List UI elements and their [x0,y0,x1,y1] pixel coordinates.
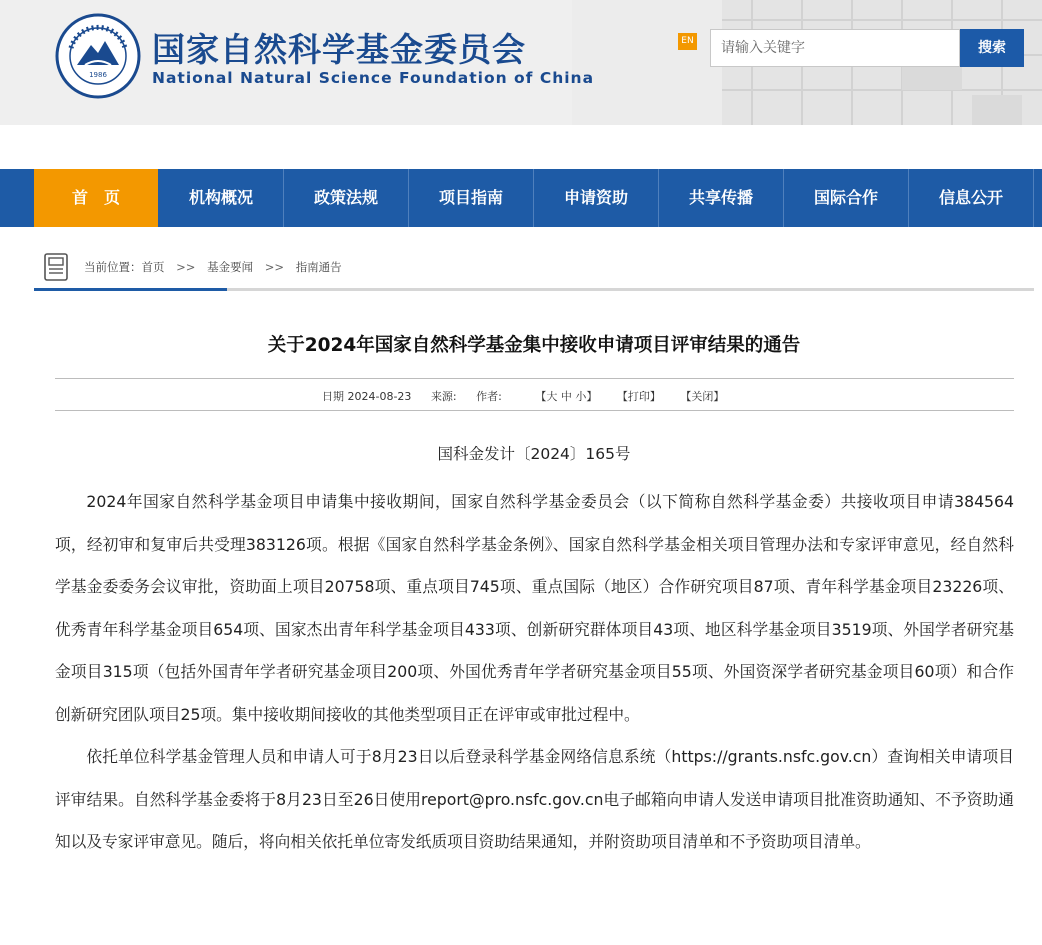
print-link[interactable]: 【打印】 [616,390,661,403]
breadcrumb-link-notices[interactable]: 指南通告 [295,260,342,274]
nav-item-about[interactable]: 机构概况 [159,169,284,227]
nav-item-guides[interactable]: 项目指南 [409,169,534,227]
english-version-button[interactable]: EN [678,33,697,50]
breadcrumb-link-news[interactable]: 基金要闻 [207,260,254,274]
article-meta-bar [55,378,1014,411]
svg-text:1986: 1986 [89,71,107,79]
nav-item-international[interactable]: 国际合作 [784,169,909,227]
site-title-chinese: 国家自然科学基金委员会 [152,30,526,69]
article-body [55,481,1014,864]
search-button[interactable]: 搜索 [960,29,1024,67]
nav-item-home[interactable]: 首 页 [34,169,158,227]
article-paragraph: 依托单位科学基金管理人员和申请人可于8月23日以后登录科学基金网络信息系统（https://grants.nsfc.gov.cn）查询相关申请项目评审结果。自然科学基金委将于8月23日至26日使用report@pro.nsfc.gov.cn电子邮箱向申请人发送申请项目批准资助通知、不予资助通知以及专家评审意见。随后，将向相关依托单位寄发纸质项目资助结果通知，并附资助项目清单和不予资助项目清单。 [55,747,1014,851]
close-link[interactable]: 【关闭】 [680,390,725,403]
article-date: 日期 2024-08-23 [322,390,412,403]
breadcrumb-link-home[interactable]: 首页 [141,260,165,274]
document-number: 国科金发计〔2024〕165号 [437,445,631,463]
breadcrumb-divider [34,288,1034,291]
article-title: 关于2024年国家自然科学基金集中接收申请项目评审结果的通告 [267,335,801,356]
nav-item-funding-application[interactable]: 申请资助 [534,169,659,227]
article-source: 来源: [430,390,457,403]
site-header [0,0,1042,125]
article-author: 作者: [476,390,502,403]
breadcrumb [34,250,1034,290]
breadcrumb-separator: >> [264,260,285,274]
nsfc-logo-seal[interactable] [55,13,141,99]
breadcrumb-separator: >> [176,260,196,274]
nav-item-policies[interactable]: 政策法规 [284,169,409,227]
breadcrumb-prefix: 当前位置： [84,260,142,274]
article-paragraph: 2024年国家自然科学基金项目申请集中接收期间，国家自然科学基金委员会（以下简称自然科学基金委）共接收项目申请384564项，经初审和复审后共受理383126项。根据《国家自然科学基金条例》、国家自然科学基金相关项目管理办法和专家评审意见，经自然科学基金委委务会议审批，资助面上项目20758项、重点项目745项、重点国际（地区）合作研究项目87项、青年科学基金项目23226项、优秀青年科学基金项目654项、国家杰出青年科学基金项目433项、创新研究群体项目43项、地区科学基金项目3519项、外国学者研究基金项目315项（包括外国青年学者研究基金项目200项、外国优秀青年学者研究基金项目55项、外国资深学者研究基金项目60项）和合作创新研究团队项目25项。集中接收期间接收的其他类型项目正在评审或审批过程中。 [55,492,1014,724]
font-size-switch[interactable]: 【大 中 小】 [535,390,598,403]
nav-item-disclosure[interactable]: 信息公开 [909,169,1034,227]
search-input[interactable] [710,29,960,67]
site-title-english: National Natural Science Foundation of China [152,69,595,87]
main-navigation [0,169,1042,227]
document-icon [44,253,68,281]
nav-item-sharing[interactable]: 共享传播 [659,169,784,227]
